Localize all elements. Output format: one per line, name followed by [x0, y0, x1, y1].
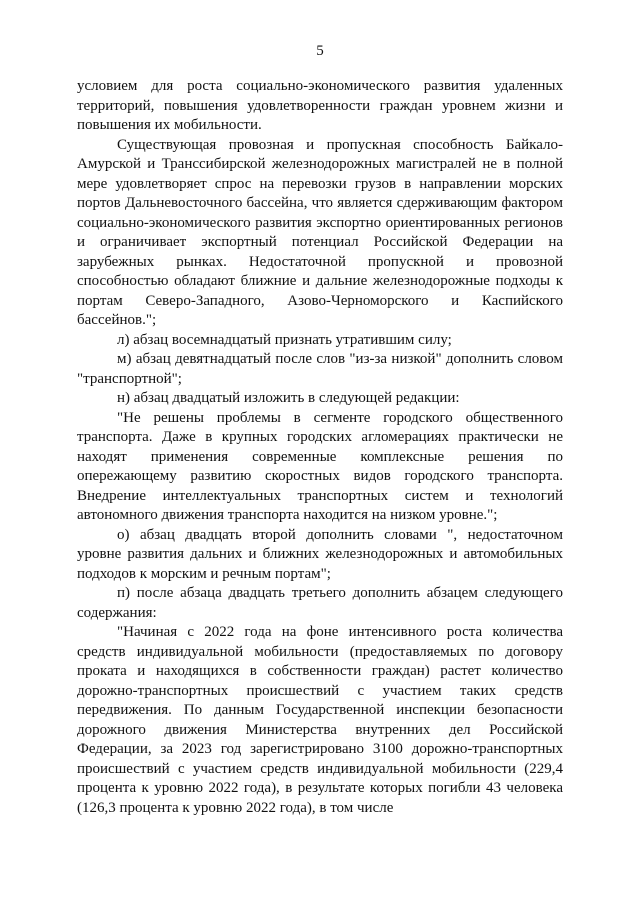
paragraph-item-o: о) абзац двадцать второй дополнить словами ", недостаточном уровне развития дальних и ближних железнодорожных и автомобильных подходов к морским и речным портам";: [77, 526, 563, 582]
document-body: [77, 77, 563, 818]
paragraph-item-n: н) абзац двадцатый изложить в следующей редакции:: [117, 390, 460, 406]
paragraph-item-m: м) абзац девятнадцатый после слов "из-за низкой" дополнить словом "транспортной";: [77, 351, 563, 387]
paragraph-public-transport: "Не решены проблемы в сегменте городского общественного транспорта. Даже в крупных городских агломерациях практически не находят применения современные комплексные решения по опережающему развитию скоростных видов городского транспорта. Внедрение интеллектуальных транспортных систем и технологий автономного движения транспорта находится на низком уровне.";: [77, 409, 563, 523]
page-number: 5: [316, 43, 324, 59]
paragraph-intro-continuation: условием для роста социально-экономического развития удаленных территорий, повышения удовлетворенности граждан уровнем жизни и повышения их мобильности.: [77, 78, 563, 133]
paragraph-item-l: л) абзац восемнадцатый признать утратившим силу;: [117, 331, 452, 348]
paragraph-item-p: п) после абзаца двадцать третьего дополнить абзацем следующего содержания:: [77, 585, 563, 621]
paragraph-personal-mobility: "Начиная с 2022 года на фоне интенсивного роста количества средств индивидуальной мобильности (предоставляемых по договору проката и находящихся в собственности граждан) растет количество дорожно-транспортных происшествий с участием таких средств передвижения. По данным Государственной инспекции безопасности дорожного движения Министерства внутренних дел Российской Федерации, за 2023 год зарегистрировано 3100 дорожно-транспортных происшествий с участием средств индивидуальной мобильности (229,4 процента к уровню 2022 года), в результате которых погибли 43 человека (126,3 процента к уровню 2022 года), в том числе: [77, 624, 563, 816]
paragraph-railway-capacity: Существующая провозная и пропускная способность Байкало-Амурской и Транссибирской железнодорожных магистралей не в полной мере удовлетворяет спрос на перевозки грузов в направлении морских портов Дальневосточного бассейна, что является сдерживающим фактором социально-экономического развития экспортно ориентированных регионов и ограничивает экспортный потенциал Российской Федерации на зарубежных рынках. Недостаточной пропускной и провозной способностью обладают ближние и дальние железнодорожные подходы к портам Северо-Западного, Азово-Черноморского и Каспийского бассейнов.";: [77, 136, 563, 328]
